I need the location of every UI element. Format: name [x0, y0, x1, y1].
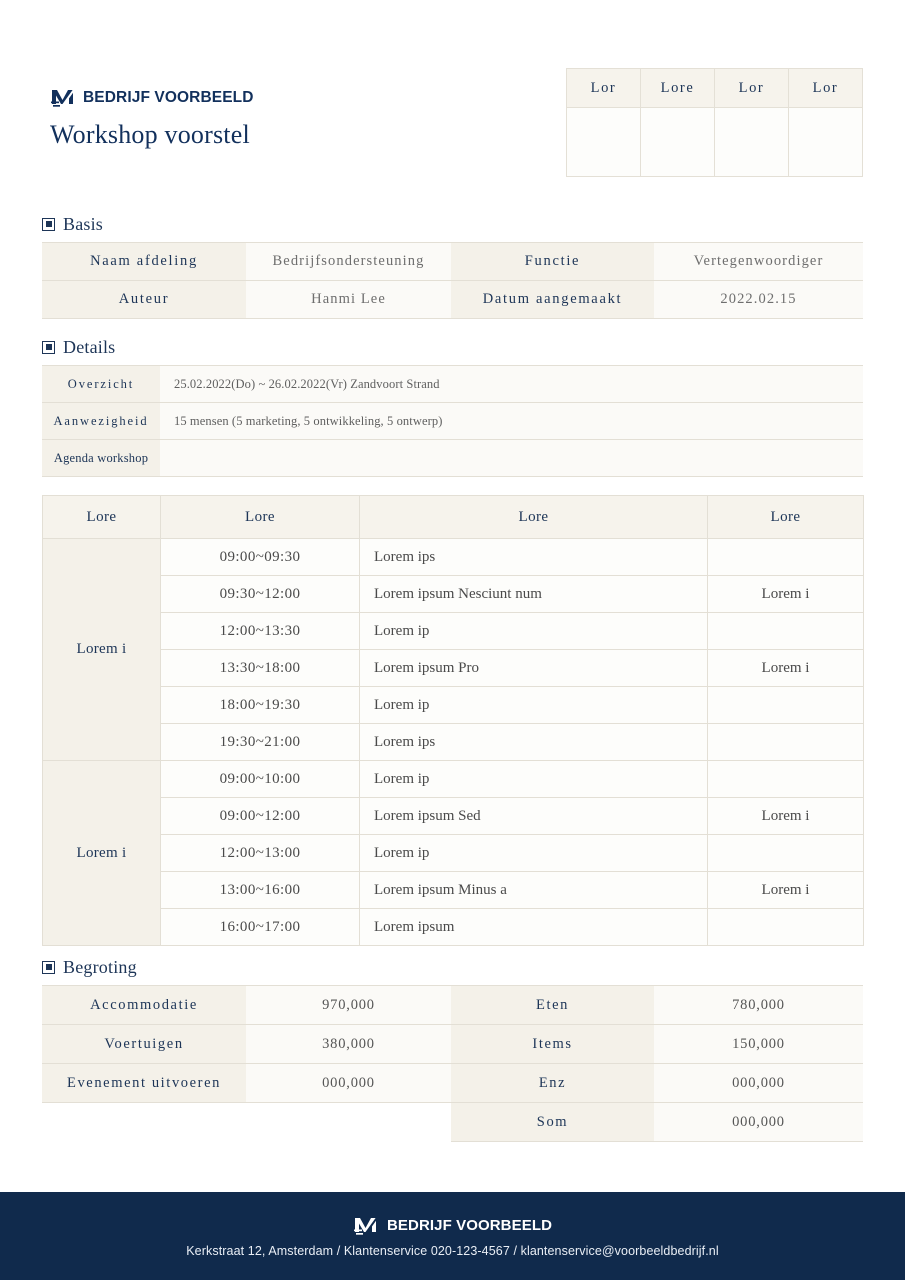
- details-label: Agenda workshop: [42, 440, 160, 477]
- table-row: [43, 539, 864, 576]
- table-row: [42, 1103, 863, 1142]
- section-title: Basis: [63, 213, 104, 234]
- table-row: [43, 909, 864, 946]
- table-row: [42, 440, 863, 477]
- basis-value: 2022.02.15: [654, 281, 863, 319]
- document-header: [0, 0, 905, 200]
- schedule-time: 16:00~17:00: [161, 909, 360, 946]
- schedule-note: [708, 835, 864, 872]
- schedule-note: Lorem i: [708, 872, 864, 909]
- brand-name: BEDRIJF VOORBEELD: [83, 89, 254, 106]
- schedule-topic: Lorem ip: [360, 687, 708, 724]
- page-title: Workshop voorstel: [50, 120, 250, 149]
- approval-signature-cell[interactable]: [641, 108, 715, 177]
- details-table: [42, 365, 863, 477]
- section-title: Details: [63, 336, 116, 357]
- schedule-header-cell: Lore: [161, 496, 360, 539]
- schedule-note: [708, 687, 864, 724]
- budget-total-value: 000,000: [654, 1103, 863, 1142]
- table-row: [43, 872, 864, 909]
- budget-label: Evenement uitvoeren: [42, 1064, 246, 1103]
- basis-value: Bedrijfsondersteuning: [246, 243, 451, 281]
- brand-lockup: [50, 86, 254, 110]
- budget-empty-cell: [246, 1103, 451, 1142]
- budget-value: 380,000: [246, 1025, 451, 1064]
- approval-signature-cell[interactable]: [567, 108, 641, 177]
- budget-value: 000,000: [654, 1064, 863, 1103]
- basis-value: Hanmi Lee: [246, 281, 451, 319]
- budget-value: 780,000: [654, 986, 863, 1025]
- footer-brand-name: BEDRIJF VOORBEELD: [386, 1217, 553, 1234]
- approval-signature-cell[interactable]: [715, 108, 789, 177]
- section-basis: [42, 211, 863, 319]
- schedule-note: Lorem i: [708, 798, 864, 835]
- section-details: [42, 334, 863, 946]
- budget-value: 150,000: [654, 1025, 863, 1064]
- schedule-header-cell: Lore: [43, 496, 161, 539]
- table-row: [42, 403, 863, 440]
- schedule-header-cell: Lore: [708, 496, 864, 539]
- details-label: Overzicht: [42, 366, 160, 403]
- approval-header-cell: Lore: [641, 69, 715, 108]
- budget-total-label: Som: [451, 1103, 654, 1142]
- budget-label: Voertuigen: [42, 1025, 246, 1064]
- schedule-time: 13:30~18:00: [161, 650, 360, 687]
- schedule-time: 19:30~21:00: [161, 724, 360, 761]
- schedule-header-row: [43, 496, 864, 539]
- schedule-topic: Lorem ipsum Nesciunt num: [360, 576, 708, 613]
- schedule-note: Lorem i: [708, 576, 864, 613]
- schedule-note: [708, 909, 864, 946]
- table-row: [42, 281, 863, 319]
- table-row: [42, 366, 863, 403]
- budget-value: 970,000: [246, 986, 451, 1025]
- schedule-day-label: Lorem i: [43, 539, 161, 761]
- square-bullet-icon: [42, 218, 55, 231]
- schedule-day-label: Lorem i: [43, 761, 161, 946]
- approval-header-cell: Lor: [567, 69, 641, 108]
- schedule-topic: Lorem ipsum Minus a: [360, 872, 708, 909]
- section-heading-details: [42, 334, 863, 360]
- schedule-time: 18:00~19:30: [161, 687, 360, 724]
- approval-signature-cell[interactable]: [789, 108, 863, 177]
- table-row: [43, 798, 864, 835]
- section-heading-begroting: [42, 954, 863, 980]
- section-begroting: [42, 954, 863, 1142]
- schedule-time: 09:00~10:00: [161, 761, 360, 798]
- schedule-note: [708, 613, 864, 650]
- details-value: 15 mensen (5 marketing, 5 ontwikkeling, 5 ontwerp): [160, 403, 863, 440]
- budget-empty-cell: [42, 1103, 246, 1142]
- section-heading-basis: [42, 211, 863, 237]
- approval-header-cell: Lor: [789, 69, 863, 108]
- schedule-time: 12:00~13:00: [161, 835, 360, 872]
- table-row: [43, 724, 864, 761]
- basis-table: [42, 242, 863, 319]
- schedule-topic: Lorem ip: [360, 835, 708, 872]
- schedule-time: 09:00~12:00: [161, 798, 360, 835]
- budget-table: [42, 985, 863, 1142]
- budget-label: Accommodatie: [42, 986, 246, 1025]
- table-row: [42, 243, 863, 281]
- approval-signature-row: [567, 108, 863, 177]
- table-row: [43, 613, 864, 650]
- m-logo-icon: [50, 87, 76, 109]
- basis-value: Vertegenwoordiger: [654, 243, 863, 281]
- schedule-topic: Lorem ipsum: [360, 909, 708, 946]
- footer-contact: Kerkstraat 12, Amsterdam / Klantenservice 020-123-4567 / klantenservice@voorbeeldbedrijf.nl: [186, 1243, 719, 1258]
- schedule-time: 09:00~09:30: [161, 539, 360, 576]
- details-label: Aanwezigheid: [42, 403, 160, 440]
- schedule-topic: Lorem ip: [360, 613, 708, 650]
- m-logo-icon: [353, 1215, 379, 1237]
- square-bullet-icon: [42, 961, 55, 974]
- schedule-topic: Lorem ipsum Sed: [360, 798, 708, 835]
- approval-table: [566, 68, 863, 177]
- basis-label: Auteur: [42, 281, 246, 319]
- basis-label: Datum aangemaakt: [451, 281, 654, 319]
- details-value: 25.02.2022(Do) ~ 26.02.2022(Vr) Zandvoort Strand: [160, 366, 863, 403]
- schedule-time: 12:00~13:30: [161, 613, 360, 650]
- document-footer: [0, 1192, 905, 1280]
- budget-label: Eten: [451, 986, 654, 1025]
- schedule-topic: Lorem ip: [360, 761, 708, 798]
- table-row: [42, 1064, 863, 1103]
- schedule-table: [42, 495, 864, 946]
- table-row: [43, 650, 864, 687]
- footer-brand-lockup: [353, 1215, 552, 1237]
- approval-header-cell: Lor: [715, 69, 789, 108]
- basis-label: Naam afdeling: [42, 243, 246, 281]
- brand-block: [50, 86, 254, 150]
- schedule-note: [708, 761, 864, 798]
- section-title: Begroting: [63, 956, 137, 977]
- table-row: [42, 1025, 863, 1064]
- budget-value: 000,000: [246, 1064, 451, 1103]
- schedule-note: [708, 539, 864, 576]
- budget-label: Items: [451, 1025, 654, 1064]
- table-row: [42, 986, 863, 1025]
- table-row: [43, 835, 864, 872]
- schedule-topic: Lorem ips: [360, 724, 708, 761]
- schedule-time: 09:30~12:00: [161, 576, 360, 613]
- budget-label: Enz: [451, 1064, 654, 1103]
- table-row: [43, 761, 864, 798]
- schedule-note: Lorem i: [708, 650, 864, 687]
- schedule-topic: Lorem ips: [360, 539, 708, 576]
- square-bullet-icon: [42, 341, 55, 354]
- table-row: [43, 687, 864, 724]
- approval-header-row: [567, 69, 863, 108]
- schedule-header-cell: Lore: [360, 496, 708, 539]
- basis-label: Functie: [451, 243, 654, 281]
- schedule-topic: Lorem ipsum Pro: [360, 650, 708, 687]
- schedule-note: [708, 724, 864, 761]
- schedule-time: 13:00~16:00: [161, 872, 360, 909]
- details-value: [160, 440, 863, 477]
- table-row: [43, 576, 864, 613]
